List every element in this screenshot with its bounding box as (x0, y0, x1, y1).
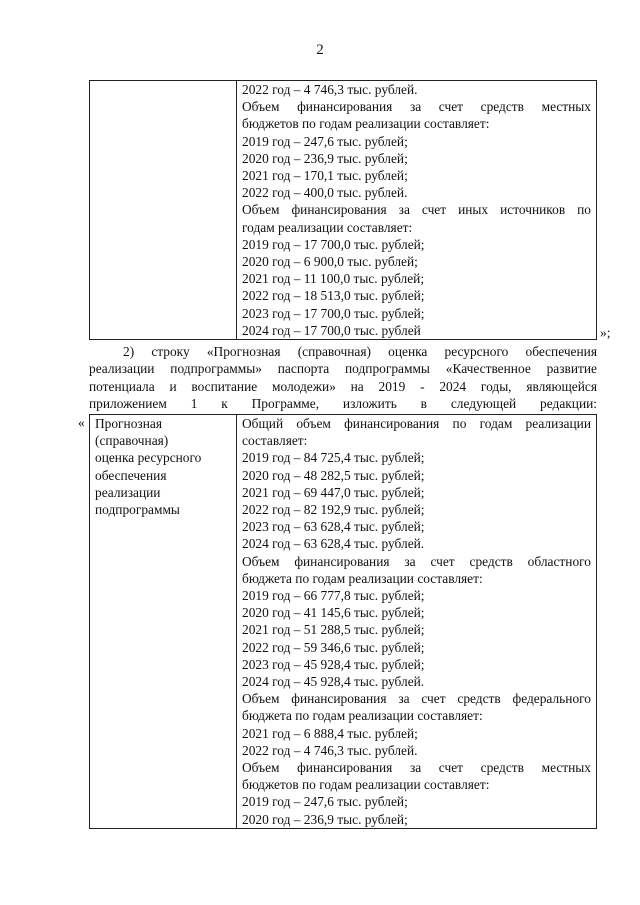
label-line: подпрограммы (95, 502, 180, 518)
instruction-paragraph (89, 343, 597, 413)
label-line: обеспечения (95, 467, 167, 483)
text-line: 2019 год – 66 777,8 тыс. рублей; (242, 588, 425, 604)
text-line: 2024 год – 45 928,4 тыс. рублей. (242, 674, 425, 690)
text-line: Объем финансирования за счет иных источников по (242, 202, 591, 218)
text-line: Объем финансирования за счет средств местных (242, 760, 591, 776)
funding-table-new (89, 414, 597, 829)
text-line: 2020 год – 236,9 тыс. рублей; (242, 811, 408, 827)
page-number: 2 (316, 42, 324, 58)
funding-cell (237, 81, 597, 340)
text-line: 2019 год – 84 725,4 тыс. рублей; (242, 450, 425, 466)
text-line: 2020 год – 48 282,5 тыс. рублей; (242, 467, 425, 483)
label-line: Прогнозная (95, 416, 162, 431)
funding-lines (242, 81, 591, 339)
table-row (90, 81, 597, 340)
text-line: 2021 год – 69 447,0 тыс. рублей; (242, 484, 425, 500)
text-line: 2022 год – 18 513,0 тыс. рублей; (242, 288, 425, 304)
label-line: оценка ресурсного (95, 450, 202, 466)
text-line: 2021 год – 170,1 тыс. рублей; (242, 168, 408, 184)
funding-cell (237, 415, 597, 829)
text-line: бюджетов по годам реализации составляет: (242, 777, 490, 793)
label-cell-empty (90, 81, 237, 340)
text-line: 2020 год – 6 900,0 тыс. рублей; (242, 254, 418, 270)
label-lines (95, 415, 236, 518)
text-line: бюджетов по годам реализации составляет: (242, 116, 490, 132)
text-line: Объем финансирования за счет средств областного (242, 553, 591, 569)
text-line: 2020 год – 41 145,6 тыс. рублей; (242, 605, 425, 621)
label-cell (90, 415, 237, 829)
text-line: Объем финансирования за счет средств местных (242, 99, 591, 115)
text-line: 2022 год – 59 346,6 тыс. рублей; (242, 639, 425, 655)
text-line: 2022 год – 4 746,3 тыс. рублей. (242, 742, 418, 758)
text-line: годам реализации составляет: (242, 219, 413, 235)
text-line: 2021 год – 6 888,4 тыс. рублей; (242, 725, 418, 741)
text-line: 2022 год – 82 192,9 тыс. рублей; (242, 502, 425, 518)
text-line: 2019 год – 247,6 тыс. рублей; (242, 794, 408, 810)
text-line: потенциала и воспитание молодежи» на 2019 - 2024 годы, являющейся (89, 378, 597, 394)
text-line: Объем финансирования за счет средств федерального (242, 691, 591, 707)
closing-quote-mark: »; (600, 325, 611, 340)
text-line: 2023 год – 63 628,4 тыс. рублей; (242, 519, 425, 535)
text-line: бюджета по годам реализации составляет: (242, 570, 483, 586)
opening-quote-mark: « (78, 415, 85, 430)
text-line: Общий объем финансирования по годам реализации (242, 416, 591, 431)
text-line: 2019 год – 247,6 тыс. рублей; (242, 133, 408, 149)
text-line: 2023 год – 45 928,4 тыс. рублей; (242, 656, 425, 672)
text-line: реализации подпрограммы» паспорта подпрограммы «Качественное развитие (89, 361, 597, 377)
text-line: 2020 год – 236,9 тыс. рублей; (242, 150, 408, 166)
text-line: 2022 год – 400,0 тыс. рублей. (242, 185, 408, 201)
label-line: реализации (95, 484, 161, 500)
text-line: 2019 год – 17 700,0 тыс. рублей; (242, 236, 425, 252)
text-line: 2024 год – 17 700,0 тыс. рублей (242, 322, 421, 338)
text-line: 2) строку «Прогнозная (справочная) оценка ресурсного обеспечения (123, 344, 597, 359)
text-line: 2021 год – 11 100,0 тыс. рублей; (242, 271, 425, 287)
funding-lines (242, 415, 591, 828)
table-row (90, 415, 597, 829)
funding-table-continued (89, 80, 597, 340)
text-line: приложением 1 к Программе, изложить в следующей редакции: (89, 396, 597, 412)
label-line: (справочная) (95, 433, 169, 449)
text-line: 2023 год – 17 700,0 тыс. рублей; (242, 305, 425, 321)
text-line: составляет: (242, 433, 308, 449)
text-line: 2024 год – 63 628,4 тыс. рублей. (242, 536, 425, 552)
text-line: бюджета по годам реализации составляет: (242, 708, 483, 724)
text-line: 2021 год – 51 288,5 тыс. рублей; (242, 622, 425, 638)
text-line: 2022 год – 4 746,3 тыс. рублей. (242, 82, 418, 97)
